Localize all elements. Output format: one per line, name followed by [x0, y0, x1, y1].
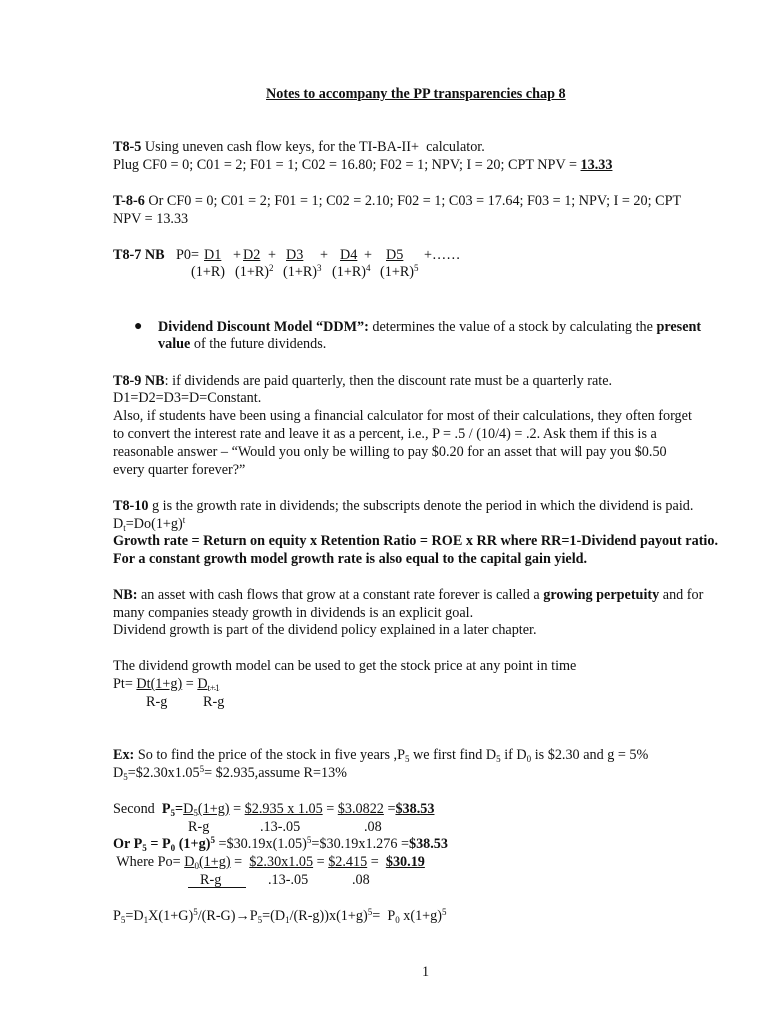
- t87-exp2: 2: [269, 263, 274, 273]
- where-line: [113, 853, 425, 871]
- t89-line3: Also, if students have been using a financial calculator for most of their calculations, they often forget: [113, 408, 692, 424]
- t89-line6: every quarter forever?”: [113, 462, 246, 478]
- ex-sub0: 0: [526, 754, 532, 764]
- t86-line2: NPV = 13.33: [113, 211, 189, 227]
- ex-text-c: if D: [500, 747, 527, 763]
- t87-plus1: +: [233, 247, 242, 263]
- t87-plus2: +: [268, 247, 277, 263]
- t85-text2: Plug CF0 = 0; C01 = 2; F01 = 1; C02 = 16.80; F02 = 1; NPV; I = 20; CPT NPV =: [113, 157, 581, 173]
- where-v2: $2.415: [328, 854, 368, 870]
- ddm-text: determines the value of a stock by calculating the: [368, 319, 657, 335]
- where-m2: =: [313, 854, 329, 870]
- second-p5: [162, 801, 183, 817]
- nb-bold: growing perpetuity: [543, 587, 660, 603]
- where-label: Where Po=: [113, 854, 185, 870]
- t87-den3-text: (1+R): [283, 264, 318, 280]
- second-rest1: (1+g): [197, 801, 230, 817]
- ddm-term: Dividend Discount Model “DDM”:: [158, 319, 369, 335]
- t87-d5: D5: [386, 247, 404, 263]
- or-bold: [113, 836, 215, 852]
- t87-d1: D1: [204, 247, 222, 263]
- t810-label: T8-10: [113, 498, 149, 514]
- second-den2: .13-.05: [260, 819, 301, 835]
- ex-l2-sub: 5: [123, 772, 128, 782]
- second-p-sub: 5: [170, 808, 176, 818]
- final-g: = P: [372, 908, 396, 924]
- nb-line3: Dividend growth is part of the dividend policy explained in a later chapter.: [113, 622, 537, 638]
- ex-l2-b: =$2.30x1.05: [127, 765, 200, 781]
- second-d: D: [183, 801, 194, 817]
- bullet-icon: ●: [134, 319, 143, 334]
- or-sub5: 5: [142, 843, 147, 853]
- second-p: P: [161, 801, 171, 817]
- ex-l2-c: = $2.935,assume R=13%: [204, 765, 348, 781]
- where-sub0: 0: [194, 861, 199, 871]
- second-mid1: =: [229, 801, 245, 817]
- second-num1: [183, 801, 229, 817]
- t87-plus4: +: [364, 247, 373, 263]
- t810-sup: t: [182, 515, 186, 525]
- final-s1a: 1: [143, 915, 149, 925]
- final-s5b: 5: [257, 915, 263, 925]
- second-result: $38.53: [395, 801, 435, 817]
- t85-line2: [113, 156, 612, 174]
- ex-line1: [113, 746, 648, 764]
- or-result: $38.53: [408, 836, 448, 852]
- t87-p0: P0=: [176, 247, 199, 263]
- t85-text: Using uneven cash flow keys, for the TI-BA-II+ calculator.: [141, 139, 485, 155]
- t87-label-bold: T8-7 NB: [113, 247, 165, 263]
- second-eq2: =: [383, 801, 396, 817]
- t87-d4: D4: [340, 247, 358, 263]
- final-s5a: 5: [120, 915, 126, 925]
- page-number: 1: [422, 964, 430, 980]
- second-line: [113, 800, 434, 818]
- nb-label: NB:: [113, 587, 138, 603]
- where-m: =: [230, 854, 250, 870]
- t810-formula: [113, 515, 185, 533]
- final-sup5b: 5: [367, 907, 373, 917]
- final-f: /(R-g))x(1+g): [289, 908, 368, 924]
- t89-text: : if dividends are paid quarterly, then the discount rate must be a quarterly rate.: [164, 373, 613, 389]
- t87-den5-text: (1+R): [380, 264, 415, 280]
- or-t2: =$30.19x1.276 =: [311, 836, 409, 852]
- ex-line2: [113, 764, 347, 782]
- t86-label: T-8-6: [113, 193, 145, 209]
- or-b1: = P: [146, 836, 171, 852]
- where-v1: $2.30x1.05: [249, 854, 314, 870]
- second-d-sub: 5: [193, 808, 198, 818]
- final-d: P: [249, 908, 258, 924]
- dgm-line1: The dividend growth model can be used to get the stock price at any point in time: [113, 658, 577, 674]
- t87-exp3: 3: [317, 263, 322, 273]
- nb-line1: [113, 586, 703, 604]
- ex-text-d: is $2.30 and g = 5%: [531, 747, 649, 763]
- t89-label: T8-9 NB: [113, 373, 165, 389]
- where-m3: =: [367, 854, 386, 870]
- t87-d2: D2: [243, 247, 261, 263]
- final-h: x(1+g): [399, 908, 442, 924]
- t87-den1: (1+R): [191, 264, 226, 280]
- ddm-line1: [158, 318, 701, 336]
- t87-den4-text: (1+R): [332, 264, 367, 280]
- t87-d3: D3: [286, 247, 304, 263]
- final-p: P: [113, 908, 121, 924]
- or-t1: =$30.19x(1.05): [214, 836, 307, 852]
- final-e: =(D: [262, 908, 286, 924]
- second-den1: R-g: [188, 819, 210, 835]
- t89-line5: reasonable answer – “Would you only be willing to pay $0.20 for an asset that will pay you $0.50: [113, 444, 667, 460]
- second-v1: $2.935 x 1.05: [244, 801, 323, 817]
- t89-line2: D1=D2=D3=D=Constant.: [113, 390, 262, 406]
- ex-sub5a: 5: [404, 754, 410, 764]
- where-den1: R-g: [200, 872, 222, 888]
- where-result: $30.19: [385, 854, 425, 870]
- dgm-num2-d: D: [197, 676, 208, 692]
- dgm-den1: R-g: [146, 694, 168, 710]
- ddm-present: present: [656, 319, 702, 335]
- dgm-formula: [113, 675, 220, 693]
- t85-label: T8-5: [113, 139, 142, 155]
- second-mid2: =: [322, 801, 338, 817]
- where-num1: [184, 854, 230, 870]
- ddm-line2: [158, 335, 326, 353]
- ex-text-a: So to find the price of the stock in five years ,P: [134, 747, 405, 763]
- or-sup5b: 5: [306, 835, 312, 845]
- or-label: Or P: [113, 836, 143, 852]
- final-s1b: 1: [285, 915, 290, 925]
- or-b2: (1+g): [175, 836, 211, 852]
- t86-line1: [113, 192, 681, 210]
- t85-line1: [113, 138, 485, 156]
- final-s0: 0: [395, 915, 400, 925]
- nb-text-b: and for: [659, 587, 704, 603]
- t87-den2-text: (1+R): [235, 264, 270, 280]
- final-c: /(R-G): [197, 908, 236, 924]
- t87-den4: [332, 263, 371, 281]
- where-fraction-line: [188, 887, 246, 888]
- second-v2: $3.0822: [337, 801, 384, 817]
- ex-l2-d: D: [113, 765, 124, 781]
- where-n1: (1+g): [198, 854, 231, 870]
- ex-text-b: we first find D: [409, 747, 497, 763]
- ex-l2-sup: 5: [199, 764, 205, 774]
- page-title: Notes to accompany the PP transparencies chap 8: [266, 86, 566, 102]
- t87-exp5: 5: [414, 263, 419, 273]
- final-b: X(1+G): [148, 908, 194, 924]
- ex-label: Ex:: [113, 747, 135, 763]
- t810-text: g is the growth rate in dividends; the subscripts denote the period in which the dividend is paid.: [148, 498, 694, 514]
- final-sup5c: 5: [442, 907, 447, 917]
- second-den3: .08: [364, 819, 382, 835]
- second-eq: =: [175, 801, 184, 817]
- t87-den2: [235, 263, 274, 281]
- where-den2: .13-.05: [268, 872, 309, 888]
- t86-text: Or CF0 = 0; C01 = 2; F01 = 1; C02 = 2.10; F02 = 1; C03 = 17.64; F03 = 1; NPV; I = 20; CPT: [144, 193, 682, 209]
- t810-line1: [113, 497, 693, 515]
- nb-line2: many companies steady growth in dividends is an explicit goal.: [113, 605, 474, 621]
- dgm-num2-sub: t+1: [207, 683, 220, 693]
- dgm-den2: R-g: [203, 694, 225, 710]
- dgm-pt: Pt=: [113, 676, 137, 692]
- dgm-eq: =: [182, 676, 198, 692]
- or-sup5: 5: [210, 835, 215, 845]
- t810-bold2: For a constant growth model growth rate is also equal to the capital gain yield.: [113, 551, 588, 567]
- final-sup5a: 5: [193, 907, 198, 917]
- t810-d: D: [113, 516, 124, 532]
- t87-den3: [283, 263, 322, 281]
- t810-sub: t: [123, 523, 126, 533]
- where-d: D: [184, 854, 195, 870]
- t89-line4: to convert the interest rate and leave it as a percent, i.e., P = .5 / (10/4) = .2. Ask them if this is a: [113, 426, 657, 442]
- where-den3: .08: [352, 872, 370, 888]
- t87-den5: [380, 263, 419, 281]
- or-sub0: 0: [170, 843, 176, 853]
- ddm-value: value: [158, 336, 191, 352]
- nb-text-a: an asset with cash flows that grow at a constant rate forever is called a: [137, 587, 544, 603]
- t89-line1: [113, 372, 612, 390]
- second-label: Second: [113, 801, 162, 817]
- t810-rest: =Do(1+g): [125, 516, 183, 532]
- right-arrow-icon: →: [235, 908, 250, 924]
- ddm-text2: of the future dividends.: [190, 336, 327, 352]
- t810-bold1: Growth rate = Return on equity x Retention Ratio = ROE x RR where RR=1-Dividend payout ratio.: [113, 533, 718, 549]
- dgm-num2: [197, 676, 219, 692]
- ex-sub5b: 5: [496, 754, 501, 764]
- final-line: [113, 907, 447, 925]
- final-a: =D: [125, 908, 144, 924]
- t87-plus3: +: [320, 247, 329, 263]
- dgm-num1: Dt(1+g): [136, 676, 183, 692]
- t87-dots: +……: [424, 247, 461, 263]
- t85-npv-value: 13.33: [580, 157, 613, 173]
- or-line: [113, 835, 448, 853]
- t87-exp4: 4: [366, 263, 371, 273]
